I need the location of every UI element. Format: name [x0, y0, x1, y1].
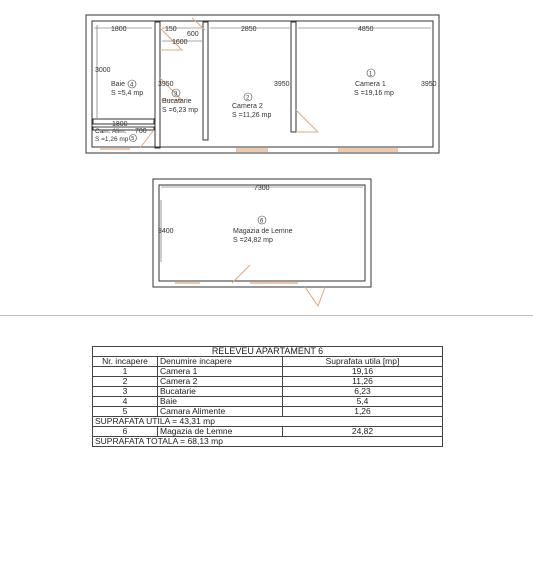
room-camera-2	[232, 93, 271, 119]
room-name: Camera 1	[355, 81, 386, 88]
total-row	[93, 437, 443, 447]
cell-denumire: Baie	[158, 397, 283, 407]
subtotal-cell: SUPRAFATA UTILA = 43,31 mp	[93, 417, 443, 427]
room-labels	[95, 69, 394, 244]
cell-suprafata: 1,26	[283, 407, 443, 417]
dim-3950-camera1: 3950	[421, 81, 437, 88]
room-number: 5	[131, 136, 135, 143]
dim-4850: 4850	[358, 26, 374, 33]
room-area: S =24,82 mp	[233, 237, 273, 244]
releveu-table	[92, 346, 443, 447]
subtotal-row	[93, 417, 443, 427]
room-number: 2	[246, 95, 250, 102]
room-area: S =1,26 mp	[95, 136, 129, 143]
table-row	[93, 427, 443, 437]
dimension-lines	[94, 25, 431, 262]
table-header-row	[93, 357, 443, 367]
table-title-row	[93, 347, 443, 357]
table-row	[93, 367, 443, 377]
cell-nr: 1	[93, 367, 158, 377]
cell-nr: 4	[93, 397, 158, 407]
table-title: RELEVEU APARTAMENT 6	[93, 347, 443, 357]
header-nr: Nr. incapere	[93, 357, 158, 367]
dim-600: 600	[187, 31, 199, 38]
room-bucatarie	[162, 89, 198, 114]
room-name: Magazia de Lemne	[233, 228, 293, 235]
room-name: Cam. Alim.	[95, 128, 127, 135]
cell-denumire: Bucatarie	[158, 387, 283, 397]
room-number: 1	[369, 71, 373, 78]
cell-denumire: Camara Alimente	[158, 407, 283, 417]
cell-nr: 6	[93, 427, 158, 437]
room-area: S =19,16 mp	[354, 90, 394, 97]
dim-2850: 2850	[241, 26, 257, 33]
cell-denumire: Camera 1	[158, 367, 283, 377]
room-number: 4	[130, 82, 134, 89]
cell-denumire: Magazia de Lemne	[158, 427, 283, 437]
cell-nr: 5	[93, 407, 158, 417]
room-number: 6	[260, 218, 264, 225]
dim-150: 150	[165, 26, 177, 33]
room-number: 3	[174, 91, 178, 98]
total-cell: SUPRAFATA TOTALA = 68,13 mp	[93, 437, 443, 447]
room-name: Baie	[111, 81, 126, 88]
room-baie	[111, 80, 143, 97]
cell-suprafata: 24,82	[283, 427, 443, 437]
dim-700: 700	[135, 128, 147, 135]
room-area: S =6,23 mp	[162, 107, 198, 114]
room-area: S =11,26 mp	[232, 112, 272, 119]
page-separator	[0, 315, 533, 316]
header-denumire: Denumire incapere	[158, 357, 283, 367]
table-row	[93, 407, 443, 417]
dim-1800-baie: 1800	[112, 121, 128, 128]
table-row	[93, 377, 443, 387]
cell-nr: 3	[93, 387, 158, 397]
openings-apartment	[100, 149, 398, 151]
cell-suprafata: 19,16	[283, 367, 443, 377]
table-row	[93, 397, 443, 407]
dim-3950-camera2: 3950	[274, 81, 290, 88]
room-camera-1	[354, 69, 394, 97]
dim-3000: 3000	[95, 67, 111, 74]
cell-suprafata: 11,26	[283, 377, 443, 387]
dim-7300: 7300	[254, 185, 270, 192]
room-magazia	[233, 216, 293, 244]
header-suprafata: Suprafata utila [mp]	[283, 357, 443, 367]
room-area: S =5,4 mp	[111, 90, 144, 97]
door-swings-magazia	[232, 265, 325, 306]
dimension-labels	[95, 26, 437, 235]
cell-nr: 2	[93, 377, 158, 387]
dim-3400: 3400	[158, 228, 174, 235]
dim-1600: 1600	[172, 39, 188, 46]
dim-3950-bucatarie: 3950	[158, 81, 174, 88]
dim-1800-top: 1800	[111, 26, 127, 33]
cell-denumire: Camera 2	[158, 377, 283, 387]
cell-suprafata: 6,23	[283, 387, 443, 397]
room-name: Bucatarie	[162, 98, 192, 105]
table-row	[93, 387, 443, 397]
room-name: Camera 2	[232, 103, 263, 110]
cell-suprafata: 5,4	[283, 397, 443, 407]
